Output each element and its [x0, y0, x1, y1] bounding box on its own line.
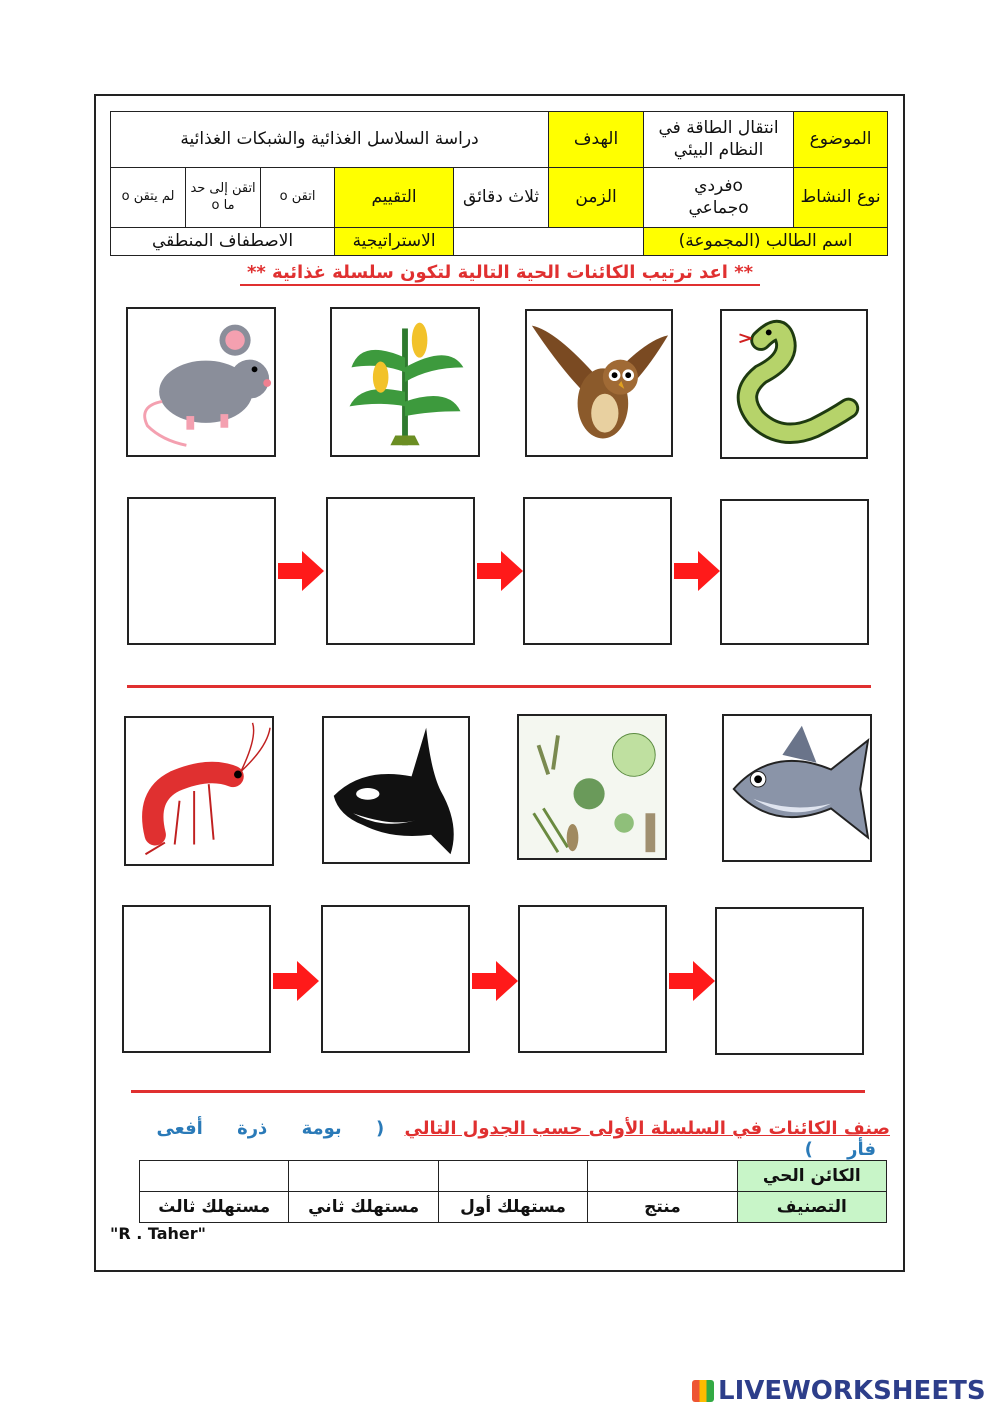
organism-cell-secondary[interactable]: [289, 1161, 438, 1192]
chain2-answer-box-1[interactable]: [122, 905, 271, 1053]
section-divider: [127, 685, 871, 688]
corn-plant-image[interactable]: [330, 307, 480, 457]
strategy-label: الاستراتيجية: [335, 228, 454, 256]
classification-task: [110, 1118, 890, 1160]
activity-option-individual[interactable]: oفردي: [694, 176, 743, 197]
chain1-answer-box-3[interactable]: [523, 497, 672, 645]
chain2-answer-box-2[interactable]: [321, 905, 470, 1053]
goal-label: الهدف: [549, 112, 644, 168]
shrimp-image[interactable]: [124, 716, 274, 866]
task-open-paren: (: [375, 1118, 385, 1139]
chain1-answer-box-1[interactable]: [127, 497, 276, 645]
strategy-value: الاصطفاف المنطقي: [111, 228, 335, 256]
organism-label: الكائن الحي: [737, 1161, 886, 1192]
category-secondary-consumer: مستهلك ثاني: [289, 1192, 438, 1223]
activity-options: [644, 168, 794, 228]
arrow-right-icon: [674, 551, 720, 591]
fish-image[interactable]: [722, 714, 872, 862]
arrow-right-icon: [472, 961, 518, 1001]
activity-option-group[interactable]: oجماعي: [688, 197, 749, 218]
assessment-option-partial[interactable]: اتقن إلى حد ما o: [186, 168, 261, 228]
classification-table: [139, 1160, 887, 1223]
goal-value: دراسة السلاسل الغذائية والشبكات الغذائية: [111, 112, 549, 168]
chain1-answer-box-4[interactable]: [720, 499, 869, 645]
orca-image[interactable]: [322, 716, 470, 864]
category-producer: منتج: [588, 1192, 737, 1223]
time-value: ثلاث دقائق: [454, 168, 549, 228]
instruction-title: [240, 262, 760, 283]
snake-image[interactable]: [720, 309, 868, 459]
arrow-right-icon: [278, 551, 324, 591]
student-name-field[interactable]: [454, 228, 644, 256]
liveworksheets-logo-icon: [692, 1380, 714, 1402]
assessment-option-not-mastered[interactable]: لم يتقن o: [111, 168, 186, 228]
brand-name: LIVEWORKSHEETS: [718, 1376, 986, 1406]
category-tertiary-consumer: مستهلك ثالث: [140, 1192, 289, 1223]
instruction-text: ** اعد ترتيب الكائنات الحية التالية لتكون سلسلة غذائية **: [246, 262, 754, 283]
student-name-label: اسم الطالب (المجموعة): [644, 228, 888, 256]
word-snake[interactable]: أفعى: [156, 1118, 203, 1139]
organism-cell-tertiary[interactable]: [140, 1161, 289, 1192]
category-primary-consumer: مستهلك أول: [438, 1192, 587, 1223]
chain1-answer-box-2[interactable]: [326, 497, 475, 645]
header-table: [110, 111, 888, 256]
owl-image[interactable]: [525, 309, 673, 457]
topic-label: الموضوع: [794, 112, 888, 168]
word-owl[interactable]: بومة: [301, 1118, 342, 1139]
task-text: صنف الكائنات في السلسلة الأولى حسب الجدول التالي: [404, 1118, 890, 1139]
brand-logo[interactable]: [692, 1376, 986, 1406]
word-corn[interactable]: ذرة: [237, 1118, 268, 1139]
organism-cell-primary[interactable]: [438, 1161, 587, 1192]
topic-value: انتقال الطاقة في النظام البيئي: [644, 112, 794, 168]
arrow-right-icon: [669, 961, 715, 1001]
chain2-answer-box-3[interactable]: [518, 905, 667, 1053]
assessment-option-mastered[interactable]: اتقن o: [261, 168, 335, 228]
classification-label: التصنيف: [737, 1192, 886, 1223]
task-close-paren: ): [804, 1139, 813, 1160]
word-mouse[interactable]: فأر: [847, 1139, 876, 1160]
arrow-right-icon: [273, 961, 319, 1001]
author-credit: "R . Taher": [110, 1224, 206, 1243]
section-divider: [131, 1090, 865, 1093]
arrow-right-icon: [477, 551, 523, 591]
assessment-label: التقييم: [335, 168, 454, 228]
chain2-answer-box-4[interactable]: [715, 907, 864, 1055]
mouse-image[interactable]: [126, 307, 276, 457]
time-label: الزمن: [549, 168, 644, 228]
phytoplankton-image[interactable]: [517, 714, 667, 860]
organism-cell-producer[interactable]: [588, 1161, 737, 1192]
activity-label: نوع النشاط: [794, 168, 888, 228]
